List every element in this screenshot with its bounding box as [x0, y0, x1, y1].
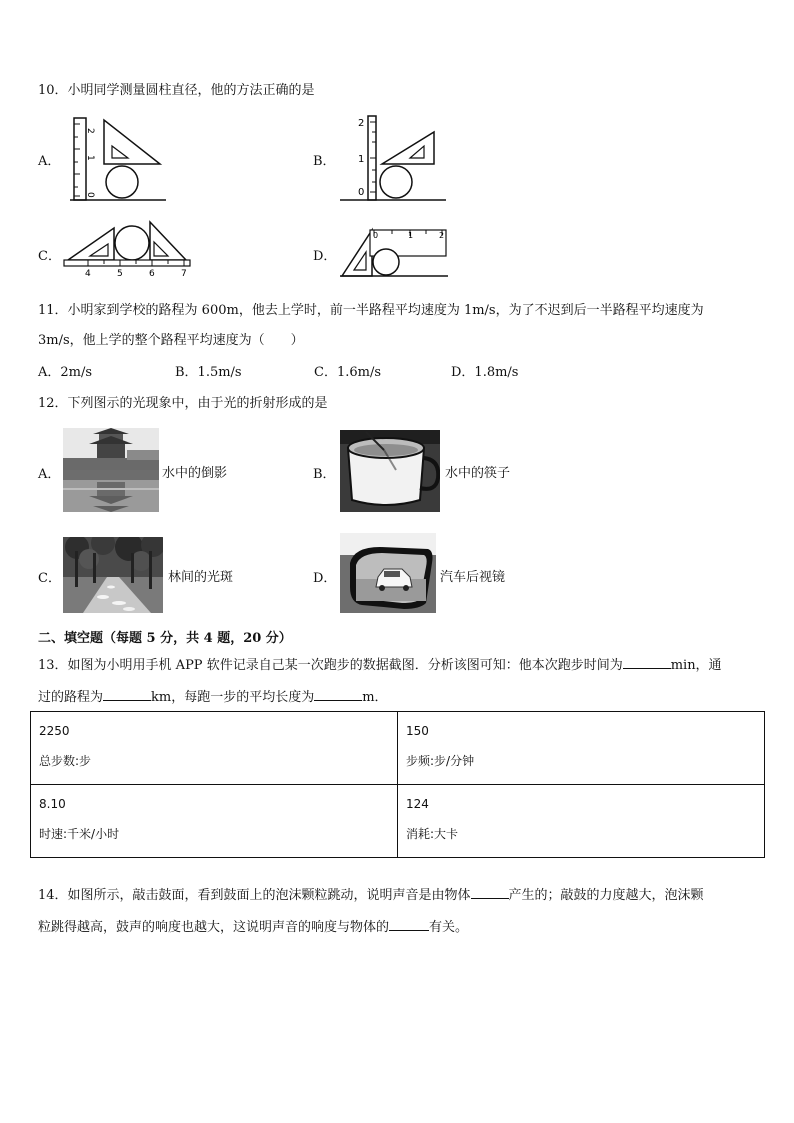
running-data-table	[30, 711, 765, 858]
cell-label: 步频:步/分钟	[406, 754, 475, 768]
option-b-letter: B．	[313, 467, 336, 482]
question-13-text: 13．如图为小明用手机 APP 软件记录自己某一次跑步的数据截图．分析该图可知：他本次跑步时间为	[38, 658, 623, 673]
question-11-line1: 11．小明家到学校的路程为 600m，他去上学时，前一半路程平均速度为 1m/s，为了不迟到后一半路程平均速度为	[38, 303, 704, 318]
set-square-right	[150, 222, 186, 260]
question-11-option-c: C．1.6m/s	[314, 365, 381, 380]
question-11-option-a: A．2m/s	[38, 365, 93, 380]
ruler-tick-label: 1	[408, 231, 414, 240]
question-14-line2	[38, 916, 468, 938]
ruler-tick-label: 0	[358, 187, 365, 198]
caption-a: 水中的倒影	[162, 466, 228, 481]
caption-d: 汽车后视镜	[440, 570, 506, 585]
ruler-tick-label: 2	[358, 118, 365, 129]
question-13-text: 过的路程为	[38, 690, 104, 705]
cylinder-circle	[115, 226, 149, 260]
question-13-text: min，通	[670, 658, 722, 673]
forest-light-spots-photo	[63, 537, 163, 613]
option-a-letter: A．	[38, 467, 61, 482]
ruler-tick-label: 4	[85, 269, 91, 278]
cell-label: 消耗:大卡	[406, 827, 459, 841]
table-cell	[398, 712, 765, 785]
set-square	[382, 132, 434, 164]
question-13-line2	[38, 686, 388, 708]
horizontal-ruler	[64, 260, 190, 266]
question-11-option-b: B．1.5m/s	[175, 365, 242, 380]
question-14-text: 粒跳得越高，鼓声的响度也越大，这说明声音的响度与物体的	[38, 920, 390, 935]
vertical-ruler	[74, 118, 86, 200]
cell-value: 8.10	[39, 797, 66, 811]
option-c-letter: C．	[38, 571, 61, 586]
section-heading: 二、填空题（每题 5 分，共 4 题，20 分）	[38, 631, 292, 646]
question-13-text: m．	[362, 690, 388, 705]
ruler-tick-label: 5	[117, 269, 123, 278]
ruler-tick-label: 0	[85, 192, 95, 198]
table-cell	[31, 785, 398, 858]
option-c-letter: C．	[38, 249, 61, 264]
rearview-mirror-photo	[340, 533, 436, 613]
cell-label: 时速:千米/小时	[39, 827, 120, 841]
option-a-figure	[68, 112, 168, 204]
table-row	[31, 712, 765, 785]
ruler-tick-label: 1	[85, 155, 95, 161]
ruler-tick-label: 7	[181, 269, 187, 278]
cylinder-circle	[380, 166, 412, 198]
question-14-text: 14．如图所示，敲击鼓面，看到鼓面上的泡沫颗粒跳动，说明声音是由物体	[38, 888, 471, 903]
question-14-text: 有关。	[429, 920, 469, 935]
option-d-letter: D．	[313, 571, 337, 586]
set-square	[342, 230, 372, 276]
question-13-line1	[38, 654, 722, 676]
answer-blank-time[interactable]	[623, 654, 671, 669]
cell-label: 总步数:步	[39, 754, 92, 768]
question-14-line1	[38, 884, 704, 906]
option-d-figure	[340, 222, 450, 280]
cell-value: 124	[406, 797, 429, 811]
question-11-option-d: D．1.8m/s	[451, 365, 519, 380]
table-cell	[398, 785, 765, 858]
ruler-tick-label: 2	[85, 128, 95, 134]
option-d-letter: D．	[313, 249, 337, 264]
ruler-tick-label: 2	[439, 231, 445, 240]
answer-blank-distance[interactable]	[103, 686, 151, 701]
pagoda-reflection-photo	[63, 428, 159, 512]
ruler-tick-label: 6	[149, 269, 155, 278]
option-b-figure	[338, 112, 448, 204]
table-row	[31, 785, 765, 858]
caption-c: 林间的光斑	[168, 570, 234, 585]
question-11-line2: 3m/s，他上学的整个路程平均速度为（ ）	[38, 333, 304, 348]
question-13-text: km，每跑一步的平均长度为	[151, 690, 315, 705]
cylinder-circle	[106, 166, 138, 198]
chopsticks-in-cup-photo	[340, 430, 440, 512]
question-14-text: 产生的；敲鼓的力度越大，泡沫颗	[508, 888, 704, 903]
ruler-tick-label: 1	[358, 154, 365, 165]
answer-blank-vibration[interactable]	[471, 884, 509, 899]
table-cell	[31, 712, 398, 785]
cylinder-circle	[373, 249, 399, 275]
answer-blank-amplitude[interactable]	[389, 916, 429, 931]
question-10-stem: 10．小明同学测量圆柱直径，他的方法正确的是	[38, 83, 315, 98]
option-c-figure	[62, 218, 192, 278]
answer-blank-step-length[interactable]	[314, 686, 362, 701]
option-a-letter: A．	[38, 154, 61, 169]
caption-b: 水中的筷子	[445, 466, 511, 481]
option-b-letter: B．	[313, 154, 336, 169]
ruler-tick-label: 0	[373, 231, 379, 240]
question-12-stem: 12．下列图示的光现象中，由于光的折射形成的是	[38, 396, 328, 411]
cell-value: 2250	[39, 724, 70, 738]
cell-value: 150	[406, 724, 429, 738]
